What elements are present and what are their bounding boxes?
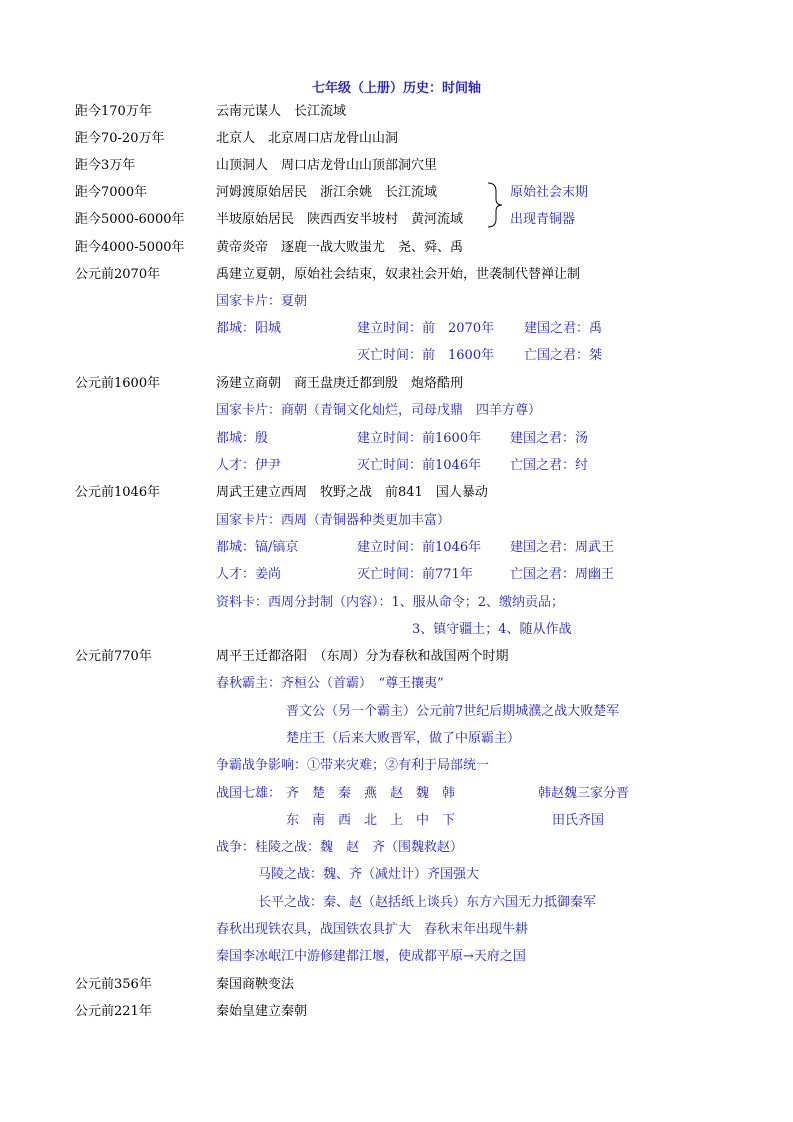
timeline-date: 距今3万年 — [75, 158, 136, 173]
seven-states-label: 战国七雄： — [216, 786, 282, 801]
timeline-date: 距今7000年 — [75, 185, 148, 200]
timeline-event: 黄帝炎帝 逐鹿一战大败蚩尤 尧、舜、禹 — [216, 240, 464, 255]
timeline-date: 公元前1046年 — [75, 485, 161, 500]
seven-states: 齐 楚 秦 燕 赵 魏 韩 — [286, 786, 456, 801]
capital: 都城：阳城 — [216, 321, 282, 336]
last-ruler: 亡国之君：纣 — [510, 458, 589, 473]
country-card: 国家卡片：西周（青铜器种类更加丰富） — [216, 513, 451, 528]
state-directions: 东 南 西 北 上 中 下 — [286, 813, 456, 828]
timeline-event: 周武王建立西周 牧野之战 前841 国人暴动 — [216, 485, 488, 500]
fallen-time: 灭亡时间：前 1600年 — [357, 348, 495, 363]
timeline-date: 公元前356年 — [75, 977, 152, 992]
timeline-date: 距今170万年 — [75, 104, 152, 119]
capital: 都城：殷 — [216, 431, 269, 446]
founder: 建国之君：周武王 — [510, 540, 615, 555]
timeline-event: 汤建立商朝 商王盘庚迁都到殷 炮烙酷刑 — [216, 376, 464, 391]
founder: 建国之君：汤 — [510, 431, 589, 446]
country-card: 国家卡片：商朝（青铜文化灿烂，司母戊鼎 四羊方尊） — [216, 403, 542, 418]
dujiangyan-note: 秦国李冰岷江中游修建都江堰，使成都平原→天府之国 — [216, 949, 526, 964]
timeline-event: 禹建立夏朝，原始社会结束，奴隶社会开始，世袭制代替禅让制 — [216, 267, 581, 282]
fallen-time: 灭亡时间：前1046年 — [357, 458, 482, 473]
talent: 人才：伊尹 — [216, 458, 282, 473]
war-impact: 争霸战争影响：①带来灾难；②有利于局部统一 — [216, 758, 490, 773]
timeline-date: 距今4000-5000年 — [75, 240, 185, 255]
timeline-event: 半坡原始居民 陕西西安半坡村 黄河流域 — [216, 212, 464, 227]
timeline-date: 公元前221年 — [75, 1004, 152, 1019]
tian-qi-note: 田氏齐国 — [552, 813, 605, 828]
timeline-date: 公元前2070年 — [75, 267, 161, 282]
timeline-event: 秦始皇建立秦朝 — [216, 1004, 308, 1019]
capital: 都城：镐/镐京 — [216, 540, 299, 555]
brace-note: 原始社会末期 — [510, 185, 589, 200]
war: 长平之战：秦、赵（赵括纸上谈兵）东方六国无力抵御秦军 — [258, 895, 597, 910]
founded-time: 建立时间：前1600年 — [357, 431, 482, 446]
timeline-event: 北京人 北京周口店龙骨山山洞 — [216, 131, 399, 146]
iron-tools-note: 春秋出现铁农具，战国铁农具扩大 春秋末年出现牛耕 — [216, 922, 529, 937]
timeline-date: 公元前1600年 — [75, 376, 161, 391]
hegemon: 春秋霸主：齐桓公（首霸） “尊王攘夷” — [216, 676, 444, 691]
talent: 人才：姜尚 — [216, 567, 282, 582]
partition-note: 韩赵魏三家分晋 — [538, 786, 630, 801]
hegemon: 楚庄王（后来大败晋军，做了中原霸主） — [286, 731, 521, 746]
curly-brace-icon — [484, 181, 506, 229]
info-card-continued: 3、镇守疆土；4、随从作战 — [412, 622, 572, 637]
timeline-event: 周平王迁都洛阳 （东周）分为春秋和战国两个时期 — [216, 649, 509, 664]
timeline-event: 秦国商鞅变法 — [216, 977, 295, 992]
timeline-date: 距今5000-6000年 — [75, 212, 185, 227]
war: 马陵之战：魏、齐（减灶计）齐国强大 — [258, 867, 480, 882]
info-card: 资料卡：西周分封制（内容）：1、服从命令；2、缴纳贡品； — [216, 595, 565, 610]
last-ruler: 亡国之君：周幽王 — [510, 567, 615, 582]
founder: 建国之君：禹 — [524, 321, 603, 336]
founded-time: 建立时间：前1046年 — [357, 540, 482, 555]
timeline-event: 河姆渡原始居民 浙江余姚 长江流域 — [216, 185, 438, 200]
last-ruler: 亡国之君：桀 — [524, 348, 603, 363]
hegemon: 晋文公（另一个霸主）公元前7世纪后期城濮之战大败楚军 — [286, 704, 620, 719]
founded-time: 建立时间：前 2070年 — [357, 321, 495, 336]
timeline-date: 距今70-20万年 — [75, 131, 165, 146]
page-title: 七年级（上册）历史：时间轴 — [311, 81, 481, 96]
timeline-date: 公元前770年 — [75, 649, 152, 664]
timeline-event: 云南元谋人 长江流域 — [216, 104, 347, 119]
timeline-event: 山顶洞人 周口店龙骨山山顶部洞穴里 — [216, 158, 438, 173]
fallen-time: 灭亡时间：前771年 — [357, 567, 473, 582]
brace-note: 出现青铜器 — [510, 212, 576, 227]
country-card: 国家卡片：夏朝 — [216, 294, 308, 309]
war: 战争：桂陵之战：魏 赵 齐（围魏救赵） — [216, 840, 464, 855]
